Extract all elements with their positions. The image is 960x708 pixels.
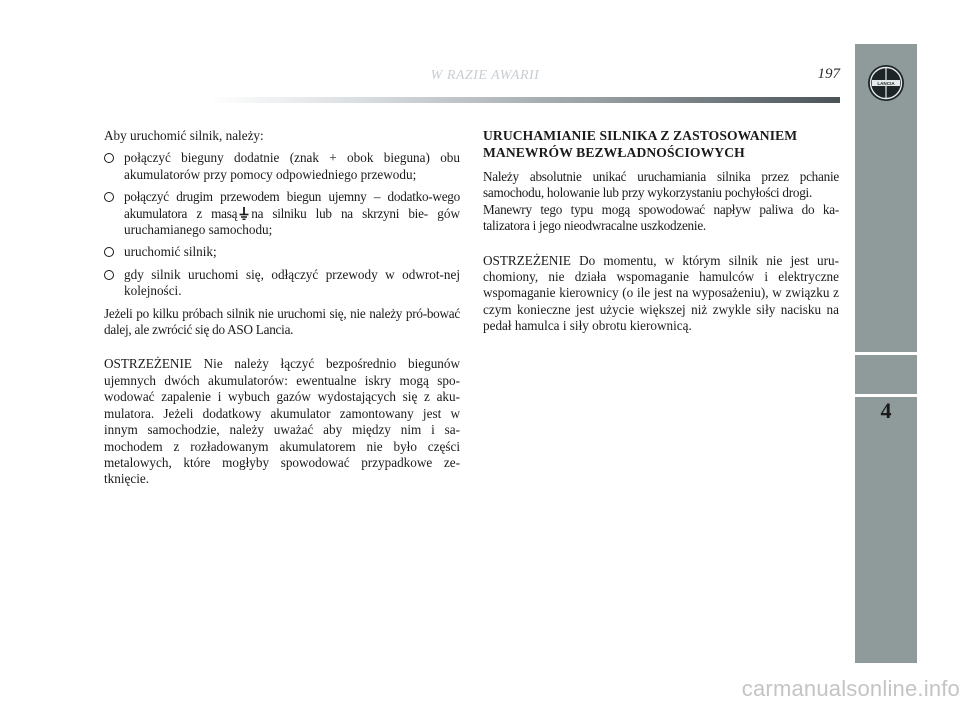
list-item (104, 150, 460, 183)
ground-symbol-icon (239, 207, 249, 220)
bullet-circle-icon (104, 192, 114, 202)
list-item-text: uruchomić silnik; (124, 244, 217, 260)
body-paragraph: Należy absolutnie unikać uruchamiania silnika przez pchanie samochodu, holowanie lub przy wykorzystaniu pochyłości drogi. (483, 169, 839, 201)
section-heading: URUCHAMIANIE SILNIKA Z ZASTOSOWANIEM MANEWRÓW BEZWŁADNOŚCIOWYCH (483, 128, 798, 160)
list-item (104, 267, 460, 300)
list-item-text: gdy silnik uruchomi się, odłączyć przewody w odwrot-nej kolejności. (124, 266, 460, 299)
sidebar-divider-bottom (855, 394, 917, 397)
body-paragraph: Manewry tego typu mogą spowodować napływ paliwa do ka-talizatora i jego nieodwracalne uszkodzenie. (483, 201, 839, 234)
bullet-circle-icon (104, 153, 114, 163)
list-item-text-cont: na silniku lub na skrzyni bie- (251, 205, 428, 221)
page-number: 197 (817, 66, 840, 82)
lancia-logo-icon (867, 64, 905, 102)
intro-text: Aby uruchomić silnik, należy: (104, 128, 264, 143)
right-column (483, 128, 839, 341)
logo-text: LANCIA (877, 81, 895, 86)
list-item (104, 244, 460, 260)
header-rule (210, 97, 840, 103)
bullet-circle-icon (104, 247, 114, 257)
warning-text: OSTRZEŻENIE Nie należy łączyć bezpośrednio biegunów ujemnych dwóch akumulatorów: ewentualne iskry mogą spo-wodować zapalenie i wybuch gazów wydostających się z aku-mulatora. Jeżeli dodatkowy akumulator zamontowany jest w innym samochodzie, należy uważać aby między nim i sa-mochodem z rozładowanym akumulatorem nie było części metalowych, które mogłyby spowodować przypadkowe ze-tknięcie. (104, 356, 460, 487)
site-watermark: carmanualsonline.info (741, 676, 960, 701)
list-item (104, 189, 460, 238)
chapter-number: 4 (880, 398, 892, 423)
left-column (104, 128, 460, 494)
note-text: Jeżeli po kilku próbach silnik nie uruchomi się, nie należy pró-bować dalej, ale zwrócić się do ASO Lancia. (104, 305, 460, 338)
list-item-text: połączyć bieguny dodatnie (znak + obok bieguna) obu akumulatorów przy pomocy odpowiedniego przewodu; (124, 150, 460, 182)
list-item-text-end: gów uruchamianego samochodu; (124, 205, 460, 238)
warning-text: OSTRZEŻENIE Do momentu, w którym silnik nie jest uru-chomiony, nie działa wspomaganie hamulców i elektryczne wspomaganie kierownicy (o ile jest na wyposażeniu), w związku z czym konieczne jest użycie większej niż zwykle siły nacisku na pedał hamulca i siły obrotu kierownicą. (483, 252, 839, 334)
list-item-text: połączyć drugim przewodem biegun ujemny – dodatko-wego akumulatora z masą (124, 189, 460, 221)
section-title: W RAZIE AWARII (430, 68, 540, 83)
chapter-sidebar (855, 44, 917, 663)
bullet-circle-icon (104, 270, 114, 280)
sidebar-divider-top (855, 352, 917, 355)
